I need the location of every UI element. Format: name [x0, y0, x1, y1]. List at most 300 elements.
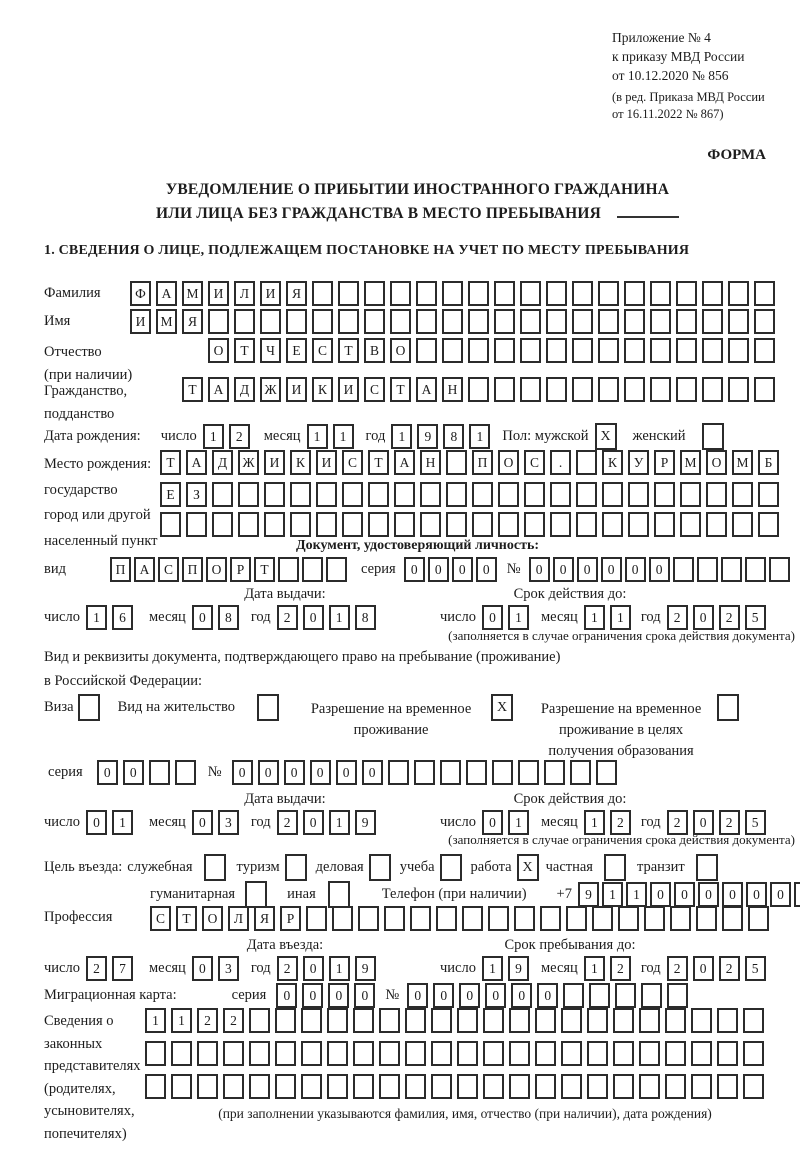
char-cell[interactable]	[446, 512, 467, 537]
citizenship-cells[interactable]	[182, 377, 775, 402]
char-cell[interactable]: Т	[338, 338, 359, 363]
char-cell[interactable]	[524, 482, 545, 507]
char-cell[interactable]: И	[130, 309, 151, 334]
char-cell[interactable]	[285, 854, 307, 881]
char-cell[interactable]	[514, 906, 535, 931]
char-cell[interactable]: 1	[482, 956, 503, 981]
char-cell[interactable]: 0	[284, 760, 305, 785]
char-cell[interactable]: И	[260, 281, 281, 306]
char-cell[interactable]: 2	[667, 605, 688, 630]
char-cell[interactable]	[717, 1041, 738, 1066]
char-cell[interactable]	[624, 309, 645, 334]
char-cell[interactable]: 2	[197, 1008, 218, 1033]
migration-number-cells[interactable]	[407, 983, 688, 1008]
char-cell[interactable]	[654, 482, 675, 507]
char-cell[interactable]	[576, 482, 597, 507]
char-cell[interactable]	[440, 854, 462, 881]
char-cell[interactable]	[572, 377, 593, 402]
char-cell[interactable]	[748, 906, 769, 931]
stay-doc-issue-month-cells[interactable]	[192, 810, 239, 835]
sex-female-checkbox[interactable]	[702, 423, 724, 450]
char-cell[interactable]: Ж	[260, 377, 281, 402]
char-cell[interactable]	[457, 1008, 478, 1033]
doc-issue-year-cells[interactable]	[277, 605, 376, 630]
char-cell[interactable]: 0	[476, 557, 497, 582]
char-cell[interactable]: 0	[433, 983, 454, 1008]
doc-issue-month-cells[interactable]	[192, 605, 239, 630]
char-cell[interactable]	[563, 983, 584, 1008]
char-cell[interactable]	[468, 338, 489, 363]
temp-permit-checkbox[interactable]	[491, 694, 513, 721]
char-cell[interactable]: 1	[86, 605, 107, 630]
char-cell[interactable]: 0	[97, 760, 118, 785]
char-cell[interactable]: .	[550, 450, 571, 475]
char-cell[interactable]: 1	[584, 810, 605, 835]
char-cell[interactable]: 2	[610, 956, 631, 981]
char-cell[interactable]	[388, 760, 409, 785]
char-cell[interactable]	[312, 281, 333, 306]
char-cell[interactable]: Ч	[260, 338, 281, 363]
char-cell[interactable]	[498, 482, 519, 507]
char-cell[interactable]: Н	[442, 377, 463, 402]
char-cell[interactable]: И	[286, 377, 307, 402]
char-cell[interactable]	[546, 377, 567, 402]
char-cell[interactable]: 2	[719, 810, 740, 835]
char-cell[interactable]: И	[316, 450, 337, 475]
char-cell[interactable]: 9	[355, 956, 376, 981]
char-cell[interactable]: Р	[230, 557, 251, 582]
char-cell[interactable]	[743, 1074, 764, 1099]
char-cell[interactable]	[316, 512, 337, 537]
char-cell[interactable]	[758, 512, 779, 537]
char-cell[interactable]	[604, 854, 626, 881]
purpose-study-checkbox[interactable]	[440, 854, 462, 881]
char-cell[interactable]: 1	[333, 424, 354, 449]
char-cell[interactable]	[743, 1008, 764, 1033]
char-cell[interactable]	[379, 1074, 400, 1099]
char-cell[interactable]	[212, 512, 233, 537]
purpose-work-checkbox[interactable]	[517, 854, 539, 881]
char-cell[interactable]: 0	[192, 810, 213, 835]
char-cell[interactable]	[550, 512, 571, 537]
char-cell[interactable]	[618, 906, 639, 931]
char-cell[interactable]	[702, 377, 723, 402]
char-cell[interactable]: Я	[286, 281, 307, 306]
char-cell[interactable]: Л	[228, 906, 249, 931]
char-cell[interactable]: 0	[693, 956, 714, 981]
char-cell[interactable]	[754, 281, 775, 306]
char-cell[interactable]: Т	[176, 906, 197, 931]
edu-permit-checkbox[interactable]	[717, 694, 739, 721]
char-cell[interactable]	[524, 512, 545, 537]
char-cell[interactable]: Л	[234, 281, 255, 306]
char-cell[interactable]: 0	[485, 983, 506, 1008]
char-cell[interactable]	[342, 482, 363, 507]
char-cell[interactable]	[353, 1008, 374, 1033]
legal-reps-cells-row2[interactable]	[145, 1041, 764, 1066]
legal-reps-cells-row3[interactable]	[145, 1074, 764, 1099]
char-cell[interactable]: 2	[719, 605, 740, 630]
char-cell[interactable]	[468, 281, 489, 306]
entry-day-cells[interactable]	[86, 956, 133, 981]
char-cell[interactable]	[639, 1074, 660, 1099]
sex-male-checkbox[interactable]	[595, 423, 617, 450]
char-cell[interactable]: И	[208, 281, 229, 306]
char-cell[interactable]	[353, 1074, 374, 1099]
char-cell[interactable]: Е	[160, 482, 181, 507]
char-cell[interactable]: А	[394, 450, 415, 475]
char-cell[interactable]	[717, 694, 739, 721]
char-cell[interactable]	[332, 906, 353, 931]
char-cell[interactable]	[327, 1041, 348, 1066]
char-cell[interactable]	[546, 338, 567, 363]
char-cell[interactable]: А	[156, 281, 177, 306]
char-cell[interactable]: Т	[368, 450, 389, 475]
char-cell[interactable]	[379, 1041, 400, 1066]
char-cell[interactable]	[457, 1074, 478, 1099]
char-cell[interactable]: И	[264, 450, 285, 475]
title-blank-line[interactable]	[617, 204, 679, 218]
char-cell[interactable]: Б	[758, 450, 779, 475]
char-cell[interactable]: 0	[722, 882, 743, 907]
char-cell[interactable]	[145, 1041, 166, 1066]
char-cell[interactable]	[680, 482, 701, 507]
char-cell[interactable]: 2	[667, 956, 688, 981]
char-cell[interactable]	[587, 1074, 608, 1099]
char-cell[interactable]: 9	[508, 956, 529, 981]
char-cell[interactable]	[483, 1074, 504, 1099]
char-cell[interactable]	[732, 512, 753, 537]
char-cell[interactable]: 2	[719, 956, 740, 981]
char-cell[interactable]	[416, 309, 437, 334]
char-cell[interactable]: С	[150, 906, 171, 931]
char-cell[interactable]	[364, 309, 385, 334]
stay-doc-series-cells[interactable]	[97, 760, 196, 785]
char-cell[interactable]	[520, 309, 541, 334]
char-cell[interactable]: Т	[160, 450, 181, 475]
char-cell[interactable]	[440, 760, 461, 785]
char-cell[interactable]	[302, 557, 323, 582]
char-cell[interactable]: 0	[693, 810, 714, 835]
char-cell[interactable]: X	[517, 854, 539, 881]
char-cell[interactable]	[245, 881, 267, 908]
char-cell[interactable]	[175, 760, 196, 785]
purpose-business-checkbox[interactable]	[369, 854, 391, 881]
char-cell[interactable]: 0	[310, 760, 331, 785]
char-cell[interactable]	[208, 309, 229, 334]
char-cell[interactable]	[238, 512, 259, 537]
char-cell[interactable]	[624, 377, 645, 402]
char-cell[interactable]	[676, 377, 697, 402]
char-cell[interactable]	[488, 906, 509, 931]
char-cell[interactable]: Ф	[130, 281, 151, 306]
char-cell[interactable]: 0	[258, 760, 279, 785]
char-cell[interactable]: 0	[302, 983, 323, 1008]
char-cell[interactable]	[650, 377, 671, 402]
char-cell[interactable]	[696, 854, 718, 881]
char-cell[interactable]: 0	[746, 882, 767, 907]
char-cell[interactable]	[509, 1074, 530, 1099]
char-cell[interactable]	[275, 1074, 296, 1099]
doc-issue-day-cells[interactable]	[86, 605, 133, 630]
char-cell[interactable]: 1	[329, 956, 350, 981]
char-cell[interactable]	[384, 906, 405, 931]
char-cell[interactable]	[650, 309, 671, 334]
char-cell[interactable]	[275, 1041, 296, 1066]
char-cell[interactable]	[628, 482, 649, 507]
char-cell[interactable]	[702, 309, 723, 334]
char-cell[interactable]	[338, 281, 359, 306]
char-cell[interactable]	[353, 1041, 374, 1066]
char-cell[interactable]: У	[628, 450, 649, 475]
char-cell[interactable]: К	[312, 377, 333, 402]
char-cell[interactable]: П	[110, 557, 131, 582]
char-cell[interactable]	[394, 482, 415, 507]
char-cell[interactable]	[420, 482, 441, 507]
char-cell[interactable]	[171, 1074, 192, 1099]
char-cell[interactable]: 0	[770, 882, 791, 907]
char-cell[interactable]: Т	[182, 377, 203, 402]
char-cell[interactable]	[442, 338, 463, 363]
char-cell[interactable]	[667, 983, 688, 1008]
purpose-private-checkbox[interactable]	[604, 854, 626, 881]
char-cell[interactable]: С	[312, 338, 333, 363]
char-cell[interactable]: М	[182, 281, 203, 306]
char-cell[interactable]: П	[472, 450, 493, 475]
char-cell[interactable]	[301, 1008, 322, 1033]
char-cell[interactable]	[223, 1041, 244, 1066]
char-cell[interactable]	[535, 1041, 556, 1066]
char-cell[interactable]	[624, 338, 645, 363]
char-cell[interactable]	[462, 906, 483, 931]
char-cell[interactable]	[680, 512, 701, 537]
char-cell[interactable]	[405, 1041, 426, 1066]
char-cell[interactable]	[598, 309, 619, 334]
char-cell[interactable]: 1	[112, 810, 133, 835]
char-cell[interactable]	[650, 281, 671, 306]
surname-cells[interactable]	[130, 281, 775, 306]
char-cell[interactable]	[665, 1074, 686, 1099]
char-cell[interactable]: 0	[529, 557, 550, 582]
char-cell[interactable]: 0	[354, 983, 375, 1008]
char-cell[interactable]	[457, 1041, 478, 1066]
char-cell[interactable]	[576, 450, 597, 475]
char-cell[interactable]	[494, 338, 515, 363]
char-cell[interactable]: О	[498, 450, 519, 475]
char-cell[interactable]: 9	[578, 882, 599, 907]
char-cell[interactable]	[326, 557, 347, 582]
char-cell[interactable]: С	[524, 450, 545, 475]
char-cell[interactable]	[238, 482, 259, 507]
char-cell[interactable]: 0	[693, 605, 714, 630]
char-cell[interactable]	[717, 1008, 738, 1033]
char-cell[interactable]	[223, 1074, 244, 1099]
birthplace-cells-row1[interactable]	[160, 450, 779, 475]
char-cell[interactable]	[535, 1008, 556, 1033]
char-cell[interactable]	[446, 450, 467, 475]
char-cell[interactable]	[754, 338, 775, 363]
char-cell[interactable]: 0	[452, 557, 473, 582]
char-cell[interactable]	[572, 281, 593, 306]
char-cell[interactable]: 0	[86, 810, 107, 835]
char-cell[interactable]	[290, 512, 311, 537]
char-cell[interactable]: 0	[649, 557, 670, 582]
char-cell[interactable]: 0	[192, 605, 213, 630]
char-cell[interactable]: 0	[362, 760, 383, 785]
char-cell[interactable]: 5	[745, 605, 766, 630]
char-cell[interactable]	[758, 482, 779, 507]
char-cell[interactable]: 1	[391, 424, 412, 449]
char-cell[interactable]	[676, 281, 697, 306]
char-cell[interactable]: 2	[610, 810, 631, 835]
birthplace-cells-row3[interactable]	[160, 512, 779, 537]
char-cell[interactable]	[364, 281, 385, 306]
char-cell[interactable]	[509, 1008, 530, 1033]
char-cell[interactable]	[466, 760, 487, 785]
char-cell[interactable]	[641, 983, 662, 1008]
char-cell[interactable]: О	[208, 338, 229, 363]
doc-number-cells[interactable]	[529, 557, 790, 582]
char-cell[interactable]: 2	[277, 605, 298, 630]
char-cell[interactable]	[544, 760, 565, 785]
char-cell[interactable]: М	[732, 450, 753, 475]
char-cell[interactable]: Д	[234, 377, 255, 402]
char-cell[interactable]	[431, 1041, 452, 1066]
char-cell[interactable]	[639, 1041, 660, 1066]
char-cell[interactable]: Е	[286, 338, 307, 363]
char-cell[interactable]: О	[390, 338, 411, 363]
stay-doc-number-cells[interactable]	[232, 760, 617, 785]
char-cell[interactable]	[624, 281, 645, 306]
char-cell[interactable]: 1	[145, 1008, 166, 1033]
char-cell[interactable]: 1	[584, 605, 605, 630]
char-cell[interactable]: 0	[553, 557, 574, 582]
char-cell[interactable]	[706, 482, 727, 507]
char-cell[interactable]	[436, 906, 457, 931]
char-cell[interactable]: С	[364, 377, 385, 402]
char-cell[interactable]	[275, 1008, 296, 1033]
char-cell[interactable]	[390, 281, 411, 306]
char-cell[interactable]	[650, 338, 671, 363]
char-cell[interactable]: 8	[218, 605, 239, 630]
purpose-humanitarian-checkbox[interactable]	[245, 881, 267, 908]
char-cell[interactable]: В	[364, 338, 385, 363]
char-cell[interactable]	[442, 281, 463, 306]
char-cell[interactable]	[405, 1074, 426, 1099]
char-cell[interactable]	[472, 512, 493, 537]
char-cell[interactable]	[546, 309, 567, 334]
char-cell[interactable]	[665, 1041, 686, 1066]
char-cell[interactable]	[728, 377, 749, 402]
char-cell[interactable]: Н	[420, 450, 441, 475]
char-cell[interactable]: 9	[355, 810, 376, 835]
entry-year-cells[interactable]	[277, 956, 376, 981]
char-cell[interactable]	[794, 882, 800, 907]
doc-expiry-year-cells[interactable]	[667, 605, 766, 630]
char-cell[interactable]	[706, 512, 727, 537]
char-cell[interactable]	[368, 482, 389, 507]
birth-month-cells[interactable]	[307, 424, 354, 449]
char-cell[interactable]	[717, 1074, 738, 1099]
char-cell[interactable]	[260, 309, 281, 334]
char-cell[interactable]: И	[338, 377, 359, 402]
char-cell[interactable]	[342, 512, 363, 537]
char-cell[interactable]: О	[706, 450, 727, 475]
char-cell[interactable]: 0	[650, 882, 671, 907]
doc-expiry-month-cells[interactable]	[584, 605, 631, 630]
char-cell[interactable]: X	[595, 423, 617, 450]
char-cell[interactable]: 1	[307, 424, 328, 449]
char-cell[interactable]: 1	[171, 1008, 192, 1033]
char-cell[interactable]	[587, 1008, 608, 1033]
char-cell[interactable]: 5	[745, 810, 766, 835]
char-cell[interactable]	[410, 906, 431, 931]
char-cell[interactable]	[312, 309, 333, 334]
char-cell[interactable]: 0	[428, 557, 449, 582]
char-cell[interactable]	[442, 309, 463, 334]
char-cell[interactable]: С	[158, 557, 179, 582]
char-cell[interactable]: 6	[112, 605, 133, 630]
char-cell[interactable]	[696, 906, 717, 931]
char-cell[interactable]	[520, 338, 541, 363]
char-cell[interactable]	[673, 557, 694, 582]
char-cell[interactable]: 2	[277, 956, 298, 981]
char-cell[interactable]: 2	[223, 1008, 244, 1033]
char-cell[interactable]	[721, 557, 742, 582]
residence-permit-checkbox[interactable]	[257, 694, 279, 721]
char-cell[interactable]	[316, 482, 337, 507]
char-cell[interactable]	[483, 1041, 504, 1066]
char-cell[interactable]	[257, 694, 279, 721]
char-cell[interactable]	[745, 557, 766, 582]
char-cell[interactable]	[197, 1041, 218, 1066]
char-cell[interactable]	[171, 1041, 192, 1066]
char-cell[interactable]: 0	[404, 557, 425, 582]
char-cell[interactable]	[613, 1008, 634, 1033]
char-cell[interactable]: А	[416, 377, 437, 402]
doc-kind-cells[interactable]	[110, 557, 347, 582]
char-cell[interactable]	[520, 281, 541, 306]
char-cell[interactable]	[520, 377, 541, 402]
char-cell[interactable]: 0	[698, 882, 719, 907]
char-cell[interactable]	[546, 281, 567, 306]
char-cell[interactable]	[561, 1074, 582, 1099]
char-cell[interactable]	[602, 482, 623, 507]
char-cell[interactable]: 2	[667, 810, 688, 835]
char-cell[interactable]	[702, 338, 723, 363]
char-cell[interactable]	[301, 1074, 322, 1099]
char-cell[interactable]	[414, 760, 435, 785]
char-cell[interactable]: 3	[218, 810, 239, 835]
char-cell[interactable]: 7	[112, 956, 133, 981]
char-cell[interactable]: 0	[336, 760, 357, 785]
char-cell[interactable]: З	[186, 482, 207, 507]
char-cell[interactable]: Я	[182, 309, 203, 334]
char-cell[interactable]	[572, 309, 593, 334]
char-cell[interactable]: 0	[276, 983, 297, 1008]
char-cell[interactable]	[691, 1074, 712, 1099]
char-cell[interactable]: 2	[229, 424, 250, 449]
profession-cells[interactable]	[150, 906, 769, 931]
char-cell[interactable]	[754, 377, 775, 402]
char-cell[interactable]	[550, 482, 571, 507]
char-cell[interactable]	[278, 557, 299, 582]
char-cell[interactable]	[676, 338, 697, 363]
char-cell[interactable]: К	[290, 450, 311, 475]
char-cell[interactable]: 0	[123, 760, 144, 785]
char-cell[interactable]	[665, 1008, 686, 1033]
char-cell[interactable]: 5	[745, 956, 766, 981]
